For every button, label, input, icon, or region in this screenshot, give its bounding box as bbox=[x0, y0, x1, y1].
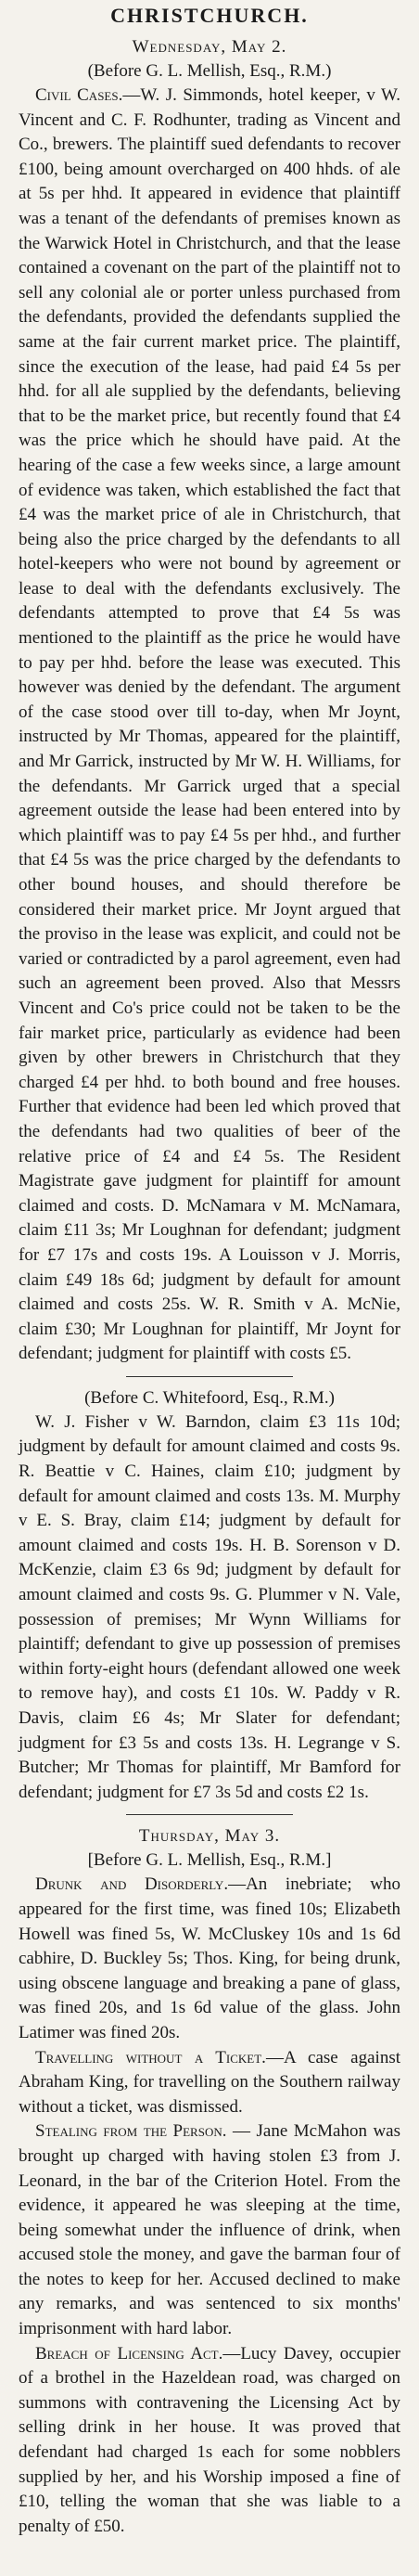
licensing-act-body: —Lucy Davey, occupier of a brothel in the Hazeldean road, was charged on summons with contravening the Licensing Act by selling drink in her house. It was proved that defendant had charged 1s each for some nobblers supplied by her, and his Worship imposed a fine of £10, telling the woman that she was liable to a penalty of £50. bbox=[19, 2343, 400, 2536]
travelling-ticket-lead: Travelling without a Ticket. bbox=[35, 2047, 266, 2067]
civil-cases-lead: Civil Cases. bbox=[35, 85, 123, 105]
drunk-disorderly-lead: Drunk and Disorderly. bbox=[35, 1874, 229, 1895]
drunk-disorderly-paragraph bbox=[19, 1873, 400, 2045]
civil-cases-paragraph bbox=[19, 84, 400, 1367]
stealing-person-body: — Jane McMahon was brought up charged with having stolen £3 from J. Leonard, in the bar of the Criterion Hotel. From the evidence, it appeared he was sleeping at the time, being somewhat under the influence of drink, when accused stole the money, and gave the barman four of the notes to keep for her. Accused declined to make any remarks, and was sentenced to six months' imprisonment with hard labor. bbox=[19, 2121, 401, 2339]
magistrate-line-whitefoord: (Before C. Whitefoord, Esq., R.M.) bbox=[84, 1387, 335, 1408]
magistrate-line-mellish-thursday: [Before G. L. Mellish, Esq., R.M.] bbox=[87, 1850, 332, 1871]
travelling-ticket-body: —A case against Abraham King, for travelling on the Southern railway without a ticket, was dismissed. bbox=[19, 2047, 400, 2117]
civil-cases-body: —W. J. Simmonds, hotel keeper, v W. Vincent and C. F. Rodhunter, trading as Vincent and Co., brewers. The plaintiff sued defendants to recover £100, being amount overcharged on 400 hhds. of ale at 5s per hhd. It appeared in evidence that plaintiff was a tenant of the defendants of premises known as the Warwick Hotel in Christchurch, and that the lease contained a covenant on the part of the plaintiff not to sell any colonial ale or porter unless purchased from the defendants, provided the defendants supplied the same at the fair current market price. The plaintiff, since the execution of the lease, had paid £4 5s per hhd. for all ale supplied by the defendants, believing that to be the market price, but recently found that £4 was the price which he should have paid. At the hearing of the case a few weeks since, a large amount of evidence was taken, which established the fact that £4 was the market price of ale in Christchurch, that being also the price charged by the defendants to all hotel-keepers who were not bound by agreement or lease to deal with the defendants exclusively. The defendants attempted to prove that £4 5s was mentioned to the plaintiff as the price he would have to pay per hhd. before the lease was executed. This however was denied by the defendant. The argument of the case stood over till to-day, when Mr Joynt, instructed by Mr Thomas, appeared for the plaintiff, and Mr Garrick, instructed by Mr W. H. Williams, for the defendants. Mr Garrick urged that a special agreement outside the lease had been entered into by which plaintiff was to pay £4 5s per hhd., and further that £4 5s was the price charged by the defendants to other bound houses, and should therefore be considered their market price. Mr Joynt argued that the proviso in the lease was explicit, and could not be varied or contradicted by a parol agreement, even had such an agreement been proved. Also that Messrs Vincent and Co's price could not be taken to be the fair market price, particularly as evidence had been given by other brewers in Christchurch that they charged £4 per hhd. to both bound and free houses. Further that evidence had been led which proved that the defendants had two qualities of beer of the relative price of £4 and £4 5s. The Resident Magistrate gave judgment for plaintiff for amount claimed and costs. D. McNamara v M. McNamara, claim £11 3s; Mr Loughnan for defendant; judgment for £7 17s and costs 19s. A Louisson v J. Morris, claim £49 18s 6d; judgment by default for amount claimed and costs 25s. W. R. Smith v A. McNie, claim £30; Mr Loughnan for plaintiff, Mr Joynt for defendant; judgment for plaintiff with costs £5. bbox=[19, 85, 400, 1364]
session-date-thursday: Thursday, May 3. bbox=[138, 1826, 281, 1847]
whitefoord-cases-paragraph: W. J. Fisher v W. Barndon, claim £3 11s 10d; judgment by default for amount claimed and costs 9s. R. Beattie v C. Haines, claim £10; judgment by default for amount claimed and costs 13s. M. Murphy v E. S. Bray, claim £14; judgment by default for amount claimed and costs 19s. H. B. Sorenson v D. McKenzie, claim £3 6s 9d; judgment by default for amount claimed and costs 9s. G. Plummer v N. Vale, possession of premises; Mr Wynn Williams for plaintiff; defendant to give up possession of premises within forty-eight hours (defendant allowed one week to remove hay), and costs £1 10s. W. Paddy v R. Davis, claim £6 4s; Mr Slater for defendant; judgment for £3 5s and costs 13s. H. Legrange v S. Butcher; Mr Thomas for plaintiff, Mr Bamford for defendant; judgment for £7 3s 5d and costs £2 1s. bbox=[19, 1411, 400, 1802]
drunk-disorderly-body: —An inebriate; who appeared for the first time, was fined 10s; Elizabeth Howell was fined 5s, W. McCluskey 10s and 1s 6d cabhire, D. Buckley 5s; Thos. King, for being drunk, using obscene language and breaking a pane of glass, was fined 20s, and 1s 6d value of the glass. John Latimer was fined 20s. bbox=[19, 1874, 400, 2042]
licensing-act-paragraph bbox=[19, 2342, 400, 2540]
stealing-person-lead: Stealing from the Person. bbox=[35, 2121, 227, 2142]
session-date-wednesday: Wednesday, May 2. bbox=[132, 37, 287, 57]
magistrate-line-mellish: (Before G. L. Mellish, Esq., R.M.) bbox=[87, 61, 332, 81]
headline: CHRISTCHURCH. bbox=[110, 4, 309, 27]
section-divider bbox=[126, 1376, 293, 1377]
travelling-ticket-paragraph bbox=[19, 2046, 400, 2120]
section-divider bbox=[126, 1814, 293, 1815]
stealing-person-paragraph bbox=[19, 2119, 400, 2341]
licensing-act-lead: Breach of Licensing Act. bbox=[35, 2343, 223, 2363]
